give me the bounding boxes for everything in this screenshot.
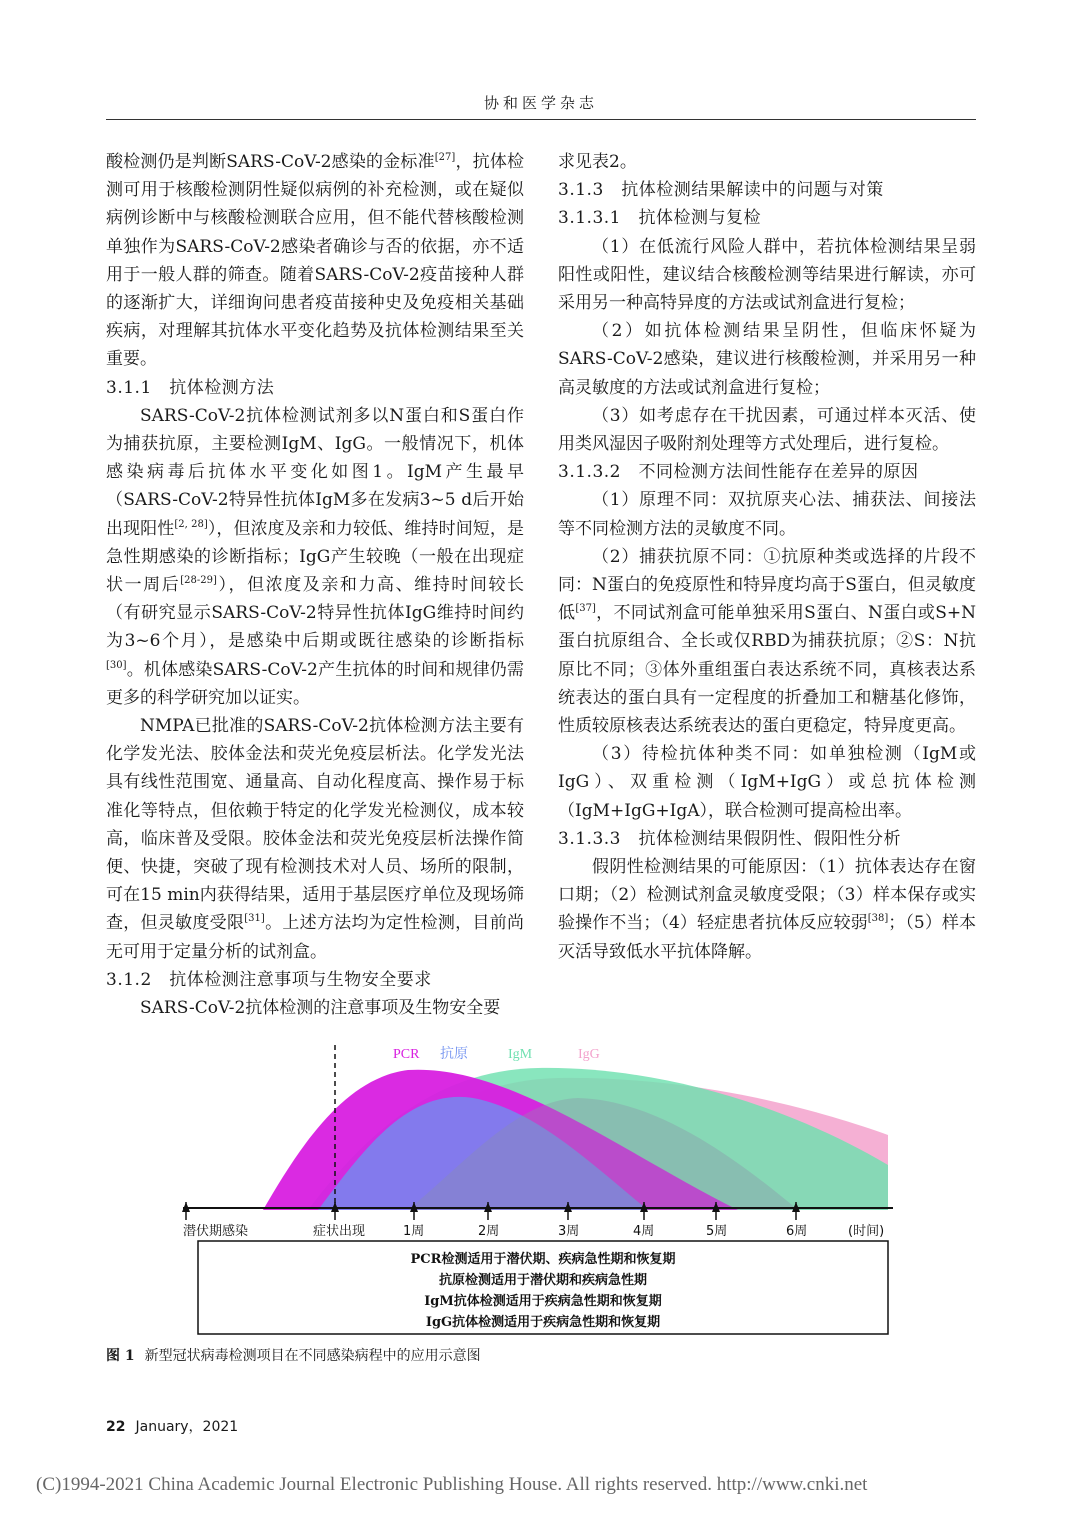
figure-legend [393, 1045, 600, 1062]
timeline-label: 潜伏期感染 [183, 1224, 249, 1239]
legend-label: IgG [578, 1047, 600, 1062]
section-heading [106, 966, 524, 994]
figure-caption [106, 1345, 481, 1365]
note-line: PCR检测适用于潜伏期、疾病急性期和恢复期 [410, 1252, 676, 1267]
body-paragraph [558, 543, 976, 740]
text-run: （3）如考虑存在干扰因素，可通过样本灭活、使用类风湿因子吸附剂处理等方式处理后，进行复检。 [558, 405, 976, 455]
note-line: IgG抗体检测适用于疾病急性期和恢复期 [425, 1315, 661, 1330]
citation-ref: [31] [244, 913, 265, 925]
citation-ref: [37] [575, 603, 596, 615]
figure-caption-text: 新型冠状病毒检测项目在不同感染病程中的应用示意图 [144, 1348, 481, 1364]
body-paragraph [558, 233, 976, 318]
figure-caption-label: 图 1 [106, 1348, 135, 1364]
text-run: 3.1.3 抗体检测结果解读中的问题与对策 [558, 180, 884, 201]
body-paragraph [106, 712, 524, 966]
text-run: （2）捕获抗原不同：①抗原种类或选择的片段不同：N蛋白的免疫原性和特异度均高于S蛋白，但灵敏度低 [558, 546, 976, 624]
text-run: 3.1.2 抗体检测注意事项与生物安全要求 [106, 969, 432, 990]
citation-ref: [2, 28] [174, 518, 208, 530]
body-paragraph [106, 994, 524, 1022]
text-run: 3.1.3.3 抗体检测结果假阴性、假阳性分析 [558, 828, 901, 849]
journal-header: 协和医学杂志 [483, 94, 598, 112]
text-run: 假阴性检测结果的可能原因：（1）抗体表达存在窗口期；（2）检测试剂盒灵敏度受限；（3）样本保存或实验操作不当；（4）轻症患者抗体反应较弱 [558, 857, 976, 934]
text-run: NMPA已批准的SARS-CoV-2抗体检测方法主要有化学发光法、胶体金法和荧光免疫层析法。化学发光法具有线性范围宽、通量高、自动化程度高、操作易于标准化等特点，但依赖于特定的化学发光检测仪，成本较高，临床普及受限。胶体金法和荧光免疫层析法操作简便、快捷，突破了现有检测技术对人员、场所的限制，可在15 min内获得结果，适用于基层医疗单位及现场筛查，但灵敏度受限 [106, 716, 524, 934]
text-run: ），但浓度及亲和力高、维持时间较长（有研究显示SARS-CoV-2特异性抗体IgG维持时间约为3~6个月），是感染中后期或既往感染的诊断指标 [106, 575, 525, 652]
right-column [558, 148, 976, 966]
text-run: （2）如抗体检测结果呈阴性，但临床怀疑为SARS-CoV-2感染，建议进行核酸检测，并采用另一种高灵敏度的方法或试剂盒进行复检； [558, 321, 976, 398]
section-heading [106, 374, 524, 402]
timeline-label: 1周 [403, 1224, 425, 1239]
section-heading [558, 825, 976, 853]
body-paragraph [558, 740, 976, 825]
timeline-label: 2周 [478, 1224, 500, 1239]
legend-label: 抗原 [440, 1047, 468, 1062]
page-footer [106, 1416, 238, 1436]
note-line: 抗原检测适用于潜伏期和疾病急性期 [438, 1273, 648, 1288]
note-line: IgM抗体检测适用于疾病急性期和恢复期 [424, 1294, 662, 1309]
figure-1 [178, 1040, 900, 1340]
text-run: ），但浓度及亲和力较低、维持时间短，是急性期感染的诊断指标；IgG产生较晚（一般在出现症状一周后 [106, 518, 524, 596]
text-run: 3.1.3.1 抗体检测与复检 [558, 208, 761, 229]
figure-1-diagram [178, 1040, 900, 1340]
timeline-label: 3周 [558, 1224, 580, 1239]
text-run: （3）待检抗体种类不同：如单独检测（IgM或IgG）、双重检测（IgM+IgG）或总抗体检测（IgM+IgG+IgA），联合检测可提高检出率。 [558, 744, 976, 821]
text-run: （1）在低流行风险人群中，若抗体检测结果呈弱阳性或阳性，建议结合核酸检测等结果进行解读，亦可采用另一种高特异度的方法或试剂盒进行复检； [558, 236, 976, 314]
text-run: 3.1.3.2 不同检测方法间性能存在差异的原因 [558, 462, 919, 483]
text-run: ；（5）样本灭活导致低水平抗体降解。 [558, 913, 976, 962]
text-run: SARS-CoV-2抗体检测的注意事项及生物安全要 [140, 998, 501, 1019]
timeline-label: (时间) [848, 1224, 885, 1239]
legend-label: PCR [393, 1047, 420, 1062]
timeline-labels [183, 1223, 884, 1239]
body-paragraph [558, 148, 976, 176]
header-divider [106, 119, 976, 120]
text-run: ，不同试剂盒可能单独采用S蛋白、N蛋白或S+N蛋白抗原组合、全长或仅RBD为捕获抗原；②S：N抗原比不同；③体外重组蛋白表达系统不同，真核表达系统表达的蛋白具有一定程度的折叠加工和糖基化修饰，性质较原核表达系统表达的蛋白更稳定，特异度更高。 [558, 603, 976, 737]
text-run: ，抗体检测可用于核酸检测阴性疑似病例的补充检测，或在疑似病例诊断中与核酸检测联合应用，但不能代替核酸检测单独作为SARS-CoV-2感染者确诊与否的依据，亦不适用于一般人群的筛查。随着SARS-CoV-2疫苗接种人群的逐渐扩大，详细询问患者疫苗接种史及免疫相关基础疾病，对理解其抗体水平变化趋势及抗体检测结果至关重要。 [106, 152, 524, 370]
body-paragraph [558, 853, 976, 966]
timeline-label: 6周 [786, 1224, 808, 1239]
text-run: 求见表2。 [558, 152, 637, 172]
citation-ref: [30] [106, 659, 127, 671]
timeline-label: 5周 [706, 1224, 728, 1239]
text-run: （1）原理不同：双抗原夹心法、捕获法、间接法等不同检测方法的灵敏度不同。 [558, 490, 976, 539]
citation-ref: [27] [434, 152, 456, 163]
text-run: SARS-CoV-2抗体检测试剂多以N蛋白和S蛋白作为捕获抗原，主要检测IgM、IgG。一般情况下，机体感染病毒后抗体水平变化如图1。IgM产生最早（SARS-CoV-2特异性抗体IgM多在发病3~5 d后开始出现阳性 [106, 405, 524, 539]
text-run: 酸检测仍是判断SARS-CoV-2感染的金标准 [106, 152, 435, 172]
text-run: 。机体感染SARS-CoV-2产生抗体的时间和规律仍需更多的科学研究加以证实。 [106, 659, 524, 708]
body-paragraph [558, 486, 976, 542]
page-number: 22 [106, 1419, 126, 1435]
section-heading [558, 458, 976, 486]
issue-date: January，2021 [135, 1419, 239, 1435]
copyright-line: (C)1994-2021 China Academic Journal Electronic Publishing House. All rights reserved. http://www.cnki.net [36, 1474, 868, 1495]
text-run: 3.1.1 抗体检测方法 [106, 377, 275, 398]
timeline-label: 4周 [633, 1224, 655, 1239]
body-paragraph [558, 402, 976, 458]
text-run: 。上述方法均为定性检测，目前尚无可用于定量分析的试剂盒。 [106, 913, 524, 962]
citation-ref: [38] [867, 913, 889, 925]
citation-ref: [28-29] [180, 575, 217, 587]
left-column [106, 148, 524, 1022]
section-heading [558, 204, 976, 232]
section-heading [558, 176, 976, 204]
body-paragraph [106, 148, 524, 374]
body-paragraph [106, 402, 524, 712]
body-paragraph [558, 317, 976, 402]
timeline-label: 症状出现 [313, 1224, 366, 1239]
legend-label: IgM [508, 1047, 533, 1062]
